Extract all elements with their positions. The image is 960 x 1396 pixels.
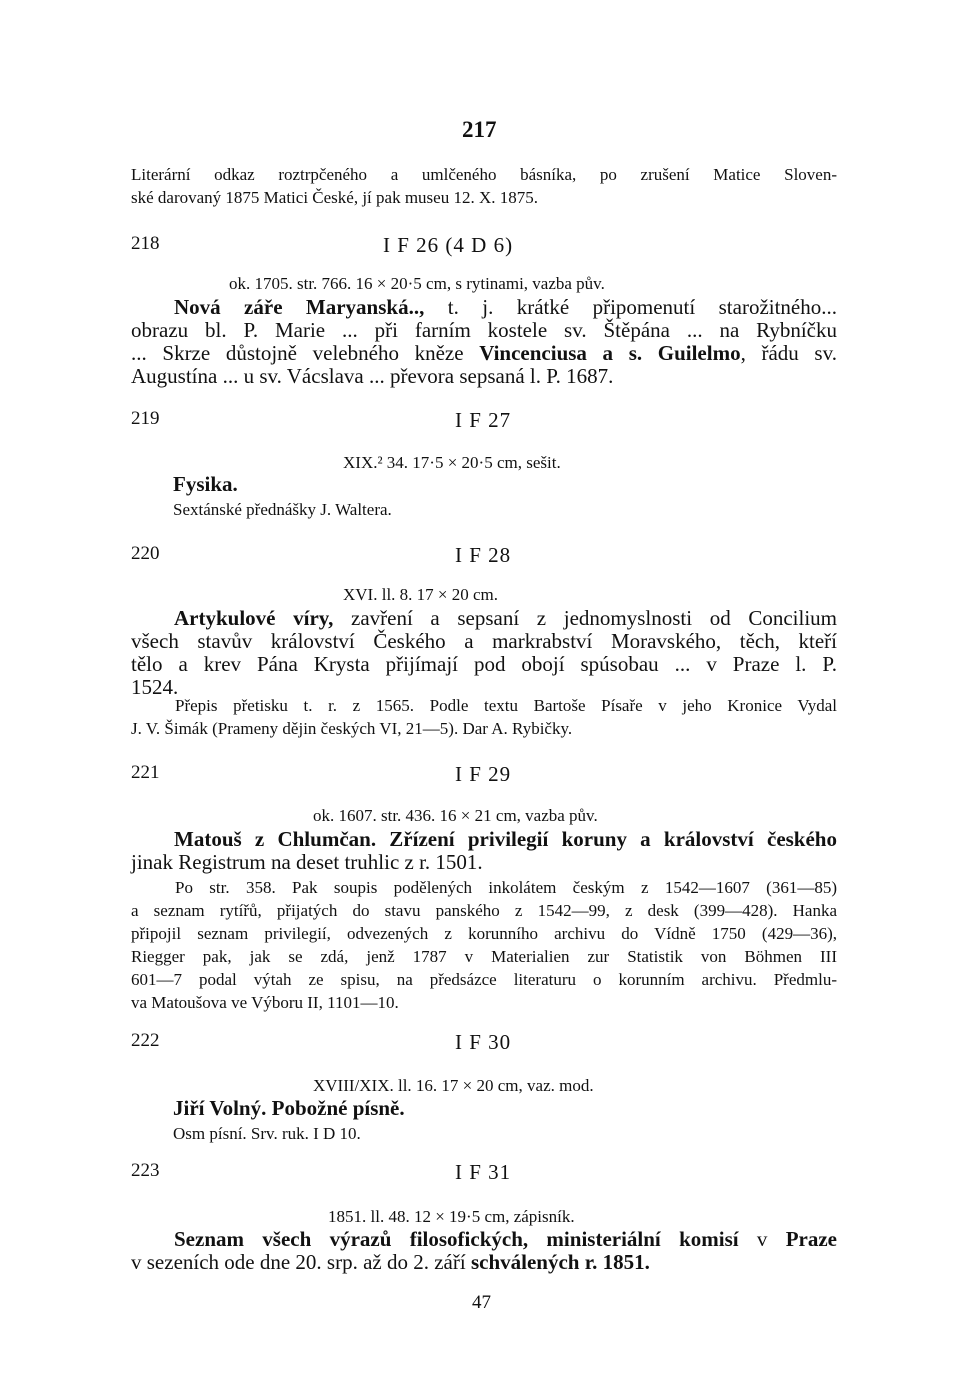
shelf-signature: I F 27 xyxy=(455,408,512,432)
text-line: Přepis přetisku t. r. z 1565. Podle textu Bartoše Písaře v jeho Kronice Vydal xyxy=(175,696,837,715)
entry-number: 223 xyxy=(131,1160,160,1181)
text-run: v sezeních ode dne 20. srp. až do 2. září xyxy=(131,1250,471,1274)
bold-text: Seznam všech výrazů filosofických, ministeriální komisí xyxy=(174,1227,757,1251)
title-line xyxy=(131,630,837,653)
text-line: 601—7 podal výtah ze spisu, na předsázce literaturu o korunním archivu. Předmlu- xyxy=(131,970,837,989)
title-line xyxy=(131,365,837,388)
bold-text: schválených r. 1851. xyxy=(470,1250,650,1274)
entry-title xyxy=(131,296,837,388)
text-line: Po str. 358. Pak soupis podělených inkolátem českým z 1542—1607 (361—85) xyxy=(175,878,837,897)
text-line: Riegger pak, jak se zdá, jenž 1787 v Materialien zur Statistik von Böhmen III xyxy=(131,947,837,966)
entry-description: ok. 1705. str. 766. 16 × 20·5 cm, s rytinami, vazba pův. xyxy=(229,274,605,293)
entry-note xyxy=(131,694,837,740)
carryover-text xyxy=(131,163,837,209)
entry-description: XIX.² 34. 17·5 × 20·5 cm, sešit. xyxy=(343,453,561,472)
title-line xyxy=(131,851,837,874)
text-line: va Matoušova ve Výboru II, 1101—10. xyxy=(131,993,399,1012)
shelf-signature: I F 31 xyxy=(455,1160,512,1184)
text-line: J. V. Šimák (Prameny dějin českých VI, 21—5). Dar A. Rybičky. xyxy=(131,719,573,738)
title-line xyxy=(131,607,837,630)
title-line xyxy=(131,342,837,365)
title-line xyxy=(131,828,837,851)
entry-title: Fysika. xyxy=(173,472,238,496)
title-line xyxy=(131,1251,837,1274)
entry-note: Osm písní. Srv. ruk. I D 10. xyxy=(173,1124,361,1143)
text-run: , řádu sv. xyxy=(740,341,837,365)
shelf-signature: I F 29 xyxy=(455,762,512,786)
entry-number: 220 xyxy=(131,543,160,564)
text-run: jinak Registrum na deset truhlic z r. 1501. xyxy=(131,850,483,874)
entry-number: 221 xyxy=(131,762,160,783)
text-run: v xyxy=(756,1227,786,1251)
bold-text: Vincenciusa a s. Guilelmo xyxy=(479,341,741,365)
entry-title xyxy=(131,607,837,699)
text-run: obrazu bl. P. Marie ... při farním kostele sv. Štěpána ... na Rybníčku xyxy=(131,318,837,342)
bold-text: Praze xyxy=(785,1227,837,1251)
entry-description: XVI. ll. 8. 17 × 20 cm. xyxy=(343,585,499,604)
text-run: zavření a sepsaní z jednomyslnosti od Concilium xyxy=(351,606,837,630)
entry-title xyxy=(131,1228,837,1274)
shelf-signature: I F 30 xyxy=(455,1030,512,1054)
entry-number: 222 xyxy=(131,1030,160,1051)
bold-text: Nová záře Maryanská.., xyxy=(174,295,448,319)
entry-number: 218 xyxy=(131,233,160,254)
bold-text: Matouš z Chlumčan. Zřízení privilegií koruny a království českého xyxy=(174,827,837,851)
entry-description: XVIII/XIX. ll. 16. 17 × 20 cm, vaz. mod. xyxy=(313,1076,594,1095)
text-run: všech stavův království Českého a markrabství Moravského, těch, kteří xyxy=(131,629,837,653)
bold-text: Artykulové víry, xyxy=(174,606,351,630)
entry-description: ok. 1607. str. 436. 16 × 21 cm, vazba pův. xyxy=(313,806,598,825)
text-run: tělo a krev Pána Krysta přijímají pod obojí spúsobau ... v Praze l. P. xyxy=(131,652,837,676)
entry-title: Jiří Volný. Pobožné písně. xyxy=(173,1096,405,1120)
text-line: ské darovaný 1875 Matici České, jí pak museu 12. X. 1875. xyxy=(131,188,538,207)
title-line xyxy=(131,1228,837,1251)
text-run: ... Skrze důstojně velebného kněze xyxy=(131,341,480,365)
text-line: Literární odkaz roztrpčeného a umlčeného básníka, po zrušení Matice Sloven- xyxy=(131,165,837,184)
title-line xyxy=(131,319,837,342)
footer-number: 47 xyxy=(472,1292,491,1313)
title-line xyxy=(131,653,837,676)
text-run: Augustína ... u sv. Vácslava ... převora sepsaná l. P. 1687. xyxy=(131,364,614,388)
entry-description: 1851. ll. 48. 12 × 19·5 cm, zápisník. xyxy=(328,1207,575,1226)
text-run: t. j. krátké připomenutí starožitného... xyxy=(447,295,838,319)
page-number: 217 xyxy=(462,117,497,142)
entry-note xyxy=(131,876,837,1014)
text-run: 1524. xyxy=(131,675,179,699)
text-line: připojil seznam privilegií, odvezených z korunního archivu do Vídně 1750 (429—36), xyxy=(131,924,837,943)
title-line xyxy=(131,296,837,319)
entry-title xyxy=(131,828,837,874)
entry-number: 219 xyxy=(131,408,160,429)
shelf-signature: I F 28 xyxy=(455,543,512,567)
shelf-signature: I F 26 (4 D 6) xyxy=(383,233,514,257)
entry-note: Sextánské přednášky J. Waltera. xyxy=(173,500,392,519)
text-line: a seznam rytířů, přijatých do stavu panského z 1542—99, z desk (399—428). Hanka xyxy=(131,901,837,920)
